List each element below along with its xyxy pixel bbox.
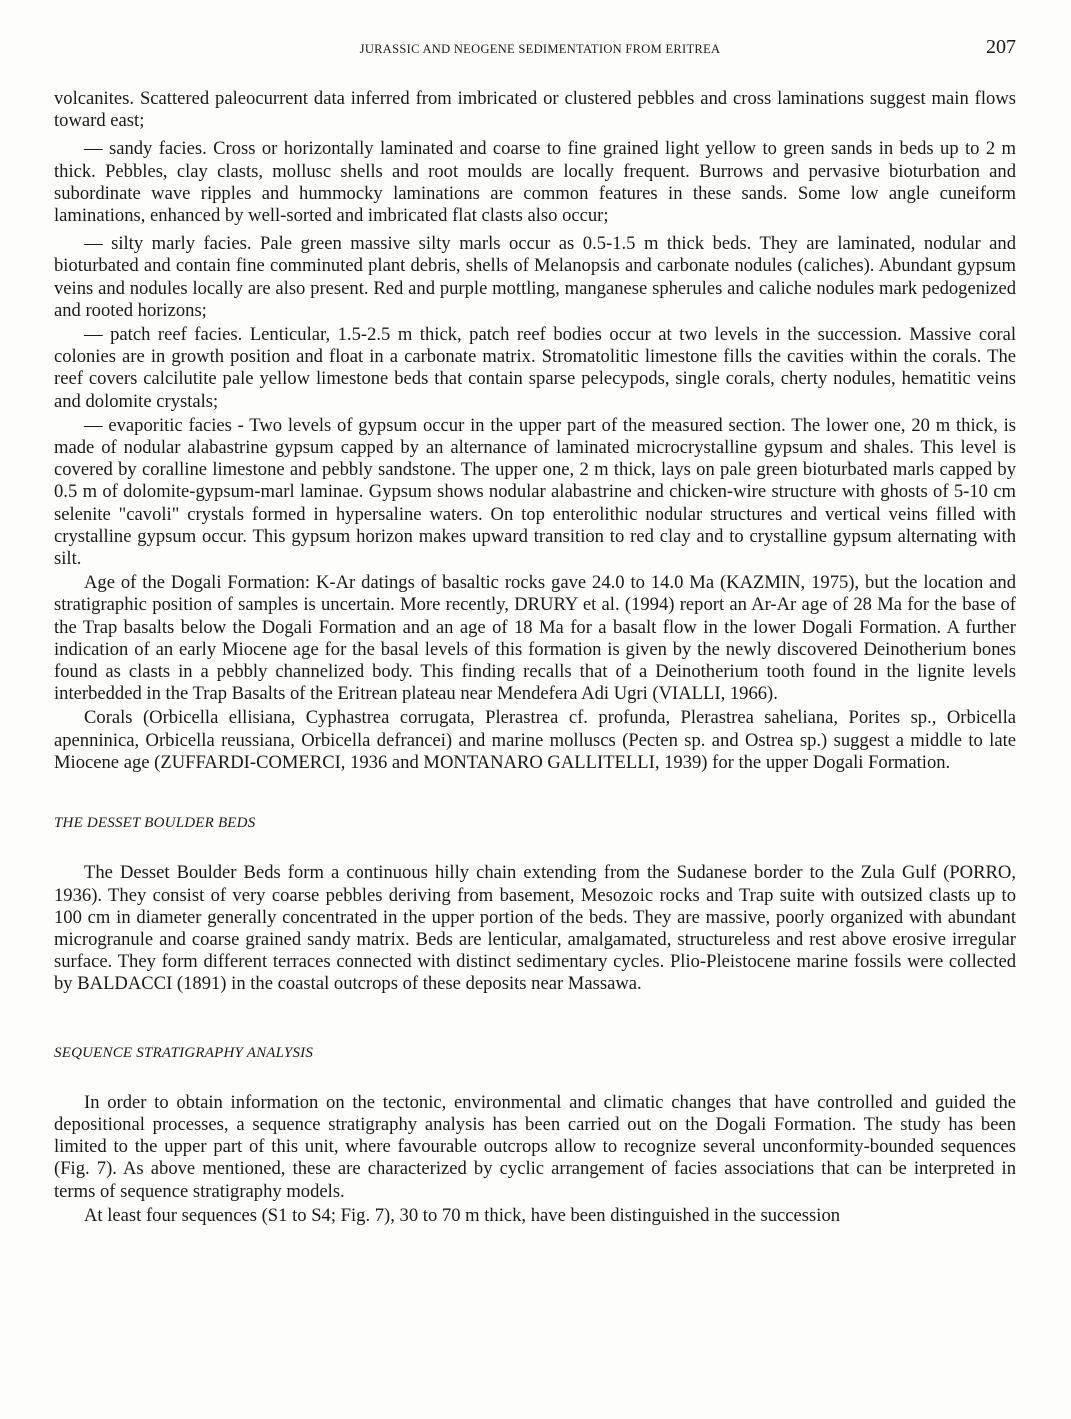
paragraph: volcanites. Scattered paleocurrent data inferred from imbricated or clustered pebbles and cross laminations suggest main flows toward east; <box>54 88 1016 132</box>
paragraph: — evaporitic facies - Two levels of gypsum occur in the upper part of the measured section. The lower one, 20 m thick, is made of nodular alabastrine gypsum capped by an alternance of laminated microcrystalline gypsum and shales. This level is covered by coralline limestone and pebbly sandstone. The upper one, 2 m thick, lays on pale green bioturbated marls capped by 0.5 m of dolomite-gypsum-marl laminae. Gypsum shows nodular alabastrine and chicken-wire structure with ghosts of 5-10 cm selenite "cavoli" crystals formed in hypersaline waters. On top enterolithic nodular structures and vertical veins filled with crystalline gypsum occur. This gypsum horizon makes upward transition to red clay and to crystalline gypsum alternating with silt. <box>54 414 1016 570</box>
paragraph: Age of the Dogali Formation: K-Ar datings of basaltic rocks gave 24.0 to 14.0 Ma (KAZMIN, 1975), but the location and stratigraphic position of samples is uncertain. More recently, DRURY et al. (1994) report an Ar-Ar age of 28 Ma for the base of the Trap basalts below the Dogali Formation and an age of 18 Ma for a basalt flow in the lower Dogali Formation. A further indication of an early Miocene age for the basal levels of this formation is given by the newly discovered Deinotherium bones found as clasts in a pebbly channelized body. This finding recalls that of a Deinotherium tooth found in the lignite levels interbedded in the Trap Basalts of the Eritrean plateau near Mendefera Adi Ugri (VIALLI, 1966). <box>54 572 1016 705</box>
paragraph: Corals (Orbicella ellisiana, Cyphastrea corrugata, Plerastrea cf. profunda, Plerastrea saheliana, Porites sp., Orbicella apenninica, Orbicella reussiana, Orbicella defrancei) and marine molluscs (Pecten sp. and Ostrea sp.) suggest a middle to late Miocene age (ZUFFARDI-COMERCI, 1936 and MONTANARO GALLITELLI, 1939) for the upper Dogali Formation. <box>54 707 1016 773</box>
section-heading: SEQUENCE STRATIGRAPHY ANALYSIS <box>54 1044 314 1061</box>
paragraph: — silty marly facies. Pale green massive silty marls occur as 0.5-1.5 m thick beds. They are laminated, nodular and bioturbated and contain fine comminuted plant debris, shells of Melanopsis and carbonate nodules (caliches). Abundant gypsum veins and nodules locally are also present. Red and purple mottling, manganese spherules and caliche nodules mark pedogenized and rooted horizons; <box>54 233 1016 321</box>
body-text <box>54 88 1016 1229</box>
paragraph: At least four sequences (S1 to S4; Fig. 7), 30 to 70 m thick, have been distinguished in the succession <box>84 1204 841 1226</box>
paragraph: In order to obtain information on the tectonic, environmental and climatic changes that have controlled and guided the depositional processes, a sequence stratigraphy analysis has been carried out on the Dogali Formation. The study has been limited to the upper part of this unit, where favourable outcrops allow to recognize several unconformity-bounded sequences (Fig. 7). As above mentioned, these are characterized by cyclic arrangement of facies associations that can be interpreted in terms of sequence stratigraphy models. <box>54 1091 1016 1202</box>
paragraph: — patch reef facies. Lenticular, 1.5-2.5 m thick, patch reef bodies occur at two levels in the succession. Massive coral colonies are in growth position and float in a carbonate matrix. Stromatolitic limestone fills the cavities within the corals. The reef covers calcilutite pale yellow limestone beds that contain sparse pelecypods, single corals, cherty nodules, hematitic veins and dolomite crystals; <box>54 324 1016 412</box>
running-head: JURASSIC AND NEOGENE SEDIMENTATION FROM ERITREA <box>359 42 721 56</box>
paragraph: The Desset Boulder Beds form a continuous hilly chain extending from the Sudanese border to the Zula Gulf (PORRO, 1936). They consist of very coarse pebbles deriving from basement, Mesozoic rocks and Trap suite with outsized clasts up to 100 cm in diameter generally concentrated in the upper portion of the beds. They are massive, poorly organized with abundant microgranule and coarse grained sandy matrix. Beds are lenticular, amalgamated, structureless and rest above erosive irregular surface. They form different terraces connected with distinct sedimentary cycles. Plio-Pleistocene marine fossils were collected by BALDACCI (1891) in the coastal outcrops of these deposits near Massawa. <box>54 862 1016 995</box>
section-heading: THE DESSET BOULDER BEDS <box>54 815 256 832</box>
paragraph: — sandy facies. Cross or horizontally laminated and coarse to fine grained light yellow to green sands in beds up to 2 m thick. Pebbles, clay clasts, mollusc shells and root moulds are locally frequent. Burrows and pervasive bioturbation and subordinate wave ripples and hummocky laminations are common features in these sands. Some low angle cuneiform laminations, enhanced by well-sorted and imbricated flat clasts also occur; <box>54 138 1016 227</box>
page-number: 207 <box>986 36 1016 58</box>
